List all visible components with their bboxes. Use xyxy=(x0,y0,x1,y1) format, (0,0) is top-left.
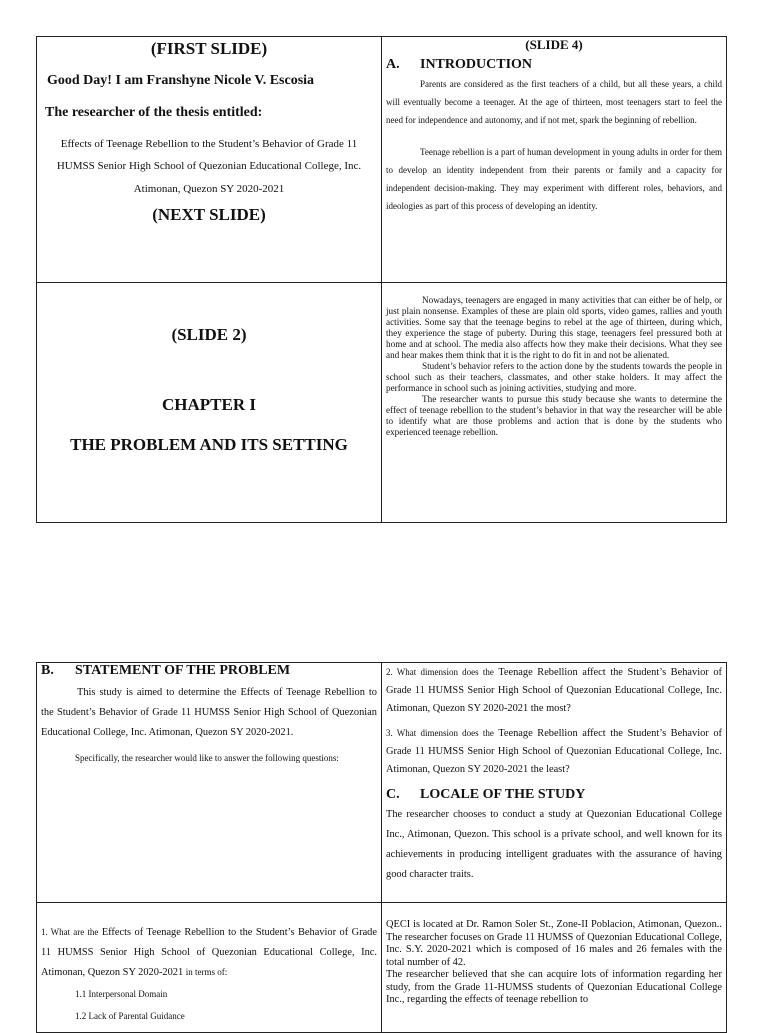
question-1-lead: 1. What are the xyxy=(41,927,99,937)
question-1-tail: in terms of: xyxy=(185,967,228,977)
locale-continued-cell xyxy=(382,903,727,1033)
question-3 xyxy=(386,724,722,779)
thesis-line-2: HUMSS Senior High School of Quezonian Educational College, Inc. xyxy=(56,160,362,172)
locale-paragraph-3 xyxy=(386,969,722,1007)
statement-paragraph-2 xyxy=(41,749,377,767)
statement-heading xyxy=(41,663,377,679)
section-title: INTRODUCTION xyxy=(420,57,533,72)
question-3-lead: 3. What dimension does the xyxy=(386,728,494,738)
question-1-item-2: 1.2 Lack of Parental Guidance xyxy=(75,1011,185,1021)
chapter-title: THE PROBLEM AND ITS SETTING xyxy=(70,435,348,454)
slide2-cell xyxy=(37,283,382,523)
question-2-lead: 2. What dimension does the xyxy=(386,667,494,677)
statement-paragraph-1 xyxy=(41,683,377,743)
statement-title: STATEMENT OF THE PROBLEM xyxy=(75,663,291,678)
locale-paragraph-1: The researcher chooses to conduct a study at Quezonian Educational College Inc., Atimonan, Quezon. This school is a private school, and well known for its achievements in producing intelligent graduates with the assurance of having good character traits. xyxy=(386,809,722,880)
slide4-heading: (SLIDE 4) xyxy=(525,37,583,52)
question-1-item-1: 1.1 Interpersonal Domain xyxy=(75,989,168,999)
intro-paragraph-2-text: Teenage rebellion is a part of human development in young adults in order for them to develop an identity independent from their parents or family and a capacity for independent decision-making. They may experiment with different roles, behaviors, and ideologies as part of this process of developing an identity. xyxy=(386,147,722,211)
intro-cont-paragraph-3 xyxy=(386,394,722,438)
question-1 xyxy=(41,923,377,983)
locale-paragraph-3-text: The researcher believed that she can acquire lots of information regarding her study, from the Grade 11-HUMSS students of Quezonian Educational College Inc., regarding the effects of teenage rebellion to xyxy=(386,969,722,1005)
first-slide-title: (FIRST SLIDE) xyxy=(150,39,268,58)
thesis-line-1: Effects of Teenage Rebellion to the Student’s Behavior of Grade 11 xyxy=(60,138,358,150)
slides-table-top xyxy=(36,36,727,523)
statement-paragraph-1-text: This study is aimed to determine the Effects of Teenage Rebellion to the Student’s Behavior of Grade 11 HUMSS Senior High School of Quezonian Educational College, Inc. Atimonan, Quezon SY 2020-2021. xyxy=(41,687,377,738)
greeting: Good Day! I am Franshyne Nicole V. Escosia xyxy=(47,73,315,88)
next-slide-label: (NEXT SLIDE) xyxy=(152,205,266,224)
chapter-label: CHAPTER I xyxy=(162,395,256,414)
questions-locale-cell xyxy=(382,663,727,903)
section-letter: A. xyxy=(386,57,400,72)
thesis-line-3: Atimonan, Quezon SY 2020-2021 xyxy=(133,183,285,195)
introduction-heading xyxy=(386,57,722,73)
locale-letter: C. xyxy=(386,787,400,802)
question-1-cell xyxy=(37,903,382,1033)
locale-title: LOCALE OF THE STUDY xyxy=(420,787,586,802)
question-2 xyxy=(386,663,722,718)
slide2-label: (SLIDE 2) xyxy=(171,325,247,344)
slides-table-bottom xyxy=(36,662,727,1033)
researcher-line: The researcher of the thesis entitled: xyxy=(45,105,263,120)
intro-paragraph-1-text: Parents are considered as the first teachers of a child, but all these years, a child will eventually become a teenager. At the age of thirteen, most teenagers start to feel the need for independence and autonomy, and if not met, spark the beginning of rebellion. xyxy=(386,79,722,125)
locale-paragraph-2 xyxy=(386,919,722,969)
slide4-cell xyxy=(382,37,727,283)
statement-paragraph-2-text: Specifically, the researcher would like to answer the following questions: xyxy=(75,753,339,763)
statement-cell xyxy=(37,663,382,903)
intro-continued-cell xyxy=(382,283,727,523)
intro-cont-paragraph-3-text: The researcher wants to pursue this study because she wants to determine the effect of teenage rebellion to the student’s behavior in that way the researcher will be able to identify what are those problems and action that is done by the students who experienced teenage rebellion. xyxy=(386,394,722,437)
statement-letter: B. xyxy=(41,663,54,678)
locale-heading xyxy=(386,787,722,803)
question-3-text: Teenage Rebellion affect the Student’s Behavior of Grade 11 HUMSS Senior High School of Quezonian Educational College, Inc. Atimonan, Quezon SY 2020-2021 the least? xyxy=(386,728,722,775)
intro-cont-paragraph-2 xyxy=(386,361,722,394)
intro-paragraph-2 xyxy=(386,143,722,215)
intro-cont-paragraph-1-text: Nowadays, teenagers are engaged in many activities that can either be of help, or just plain nonsense. Examples of these are plain old sports, video games, rallies and youth activities. Some say that the teenage begins to rebel at the age of thirteen, during which, they experience the stage of puberty. During this stage, teenagers feel pressured both at home and at school. The media also affects how they make their decisions. What they see and hear makes them think that it is the right to do fit in and not be alienated. xyxy=(386,295,722,360)
intro-paragraph-1 xyxy=(386,75,722,129)
intro-cont-paragraph-1 xyxy=(386,295,722,361)
question-2-text: Teenage Rebellion affect the Student’s Behavior of Grade 11 HUMSS Senior High School of Quezonian Educational College, Inc. Atimonan, Quezon SY 2020-2021 the most? xyxy=(386,667,722,714)
first-slide-cell xyxy=(37,37,382,283)
locale-paragraph-2-text: QECI is located at Dr. Ramon Soler St., Zone-II Poblacion, Atimonan, Quezon.. The researcher focuses on Grade 11 HUMSS of Quezonian Educational College, Inc. S.Y. 2020-2021 which is composed of 16 males and 26 females with the total number of 42. xyxy=(386,919,722,968)
question-1-text: Effects of Teenage Rebellion to the Student’s Behavior of Grade 11 HUMSS Senior High School of Quezonian Educational College, Inc. Atimonan, Quezon SY 2020-2021 xyxy=(41,927,377,978)
intro-cont-paragraph-2-text: Student’s behavior refers to the action done by the students towards the people in school such as their teachers, classmates, and other stake holders. It may affect the performance in school such as joining activities, studying and more. xyxy=(386,361,722,393)
